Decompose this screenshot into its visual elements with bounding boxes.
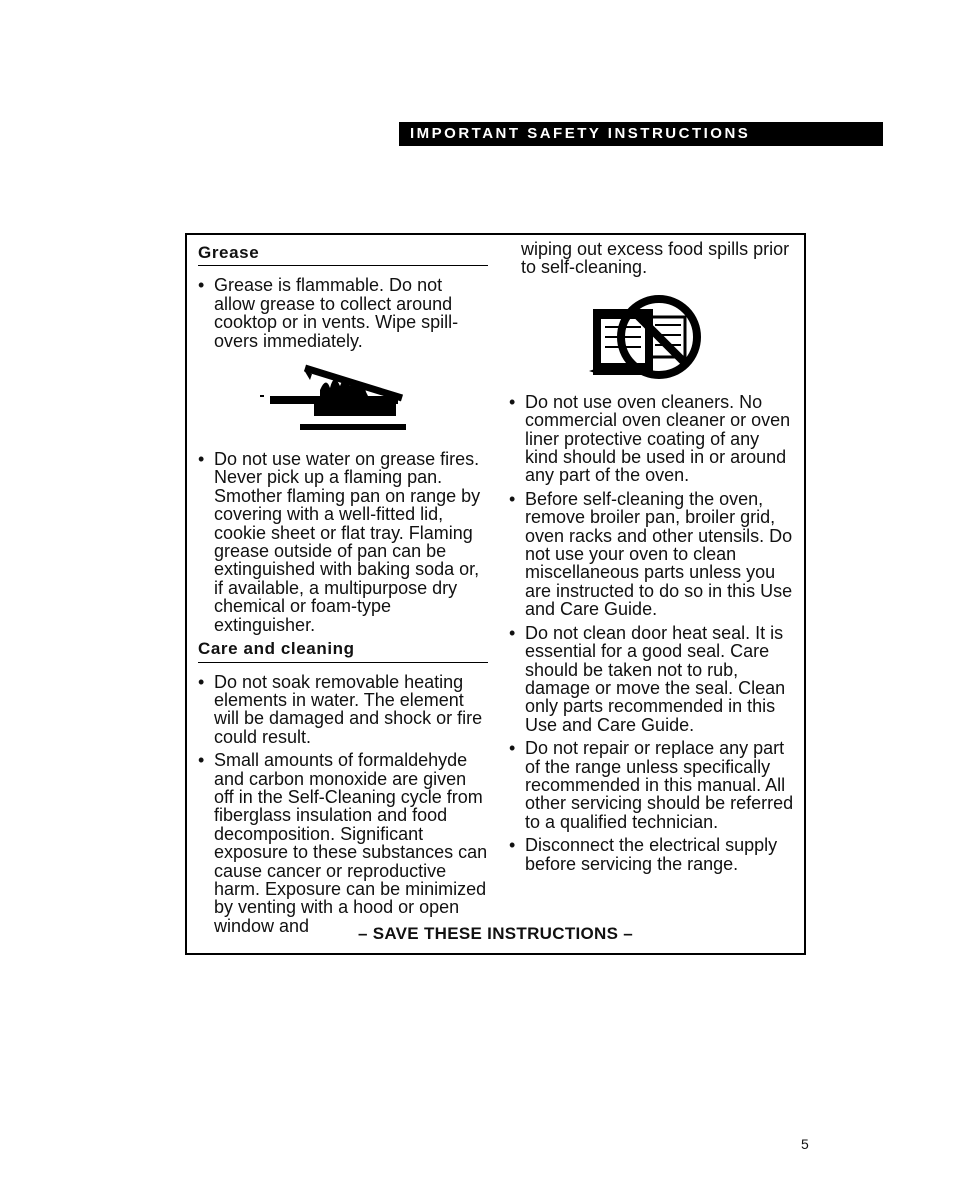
list-item: • Do not clean door heat seal. It is essential for a good seal. Care should be taken not to rub, damage or move the seal. Clean only parts recommended in this Use and Care Guide. [507, 624, 797, 734]
list-item: • Do not use oven cleaners. No commercial oven cleaner or oven liner protective coating of any kind should be used in or around any part of the oven. [507, 393, 797, 485]
flaming-pan-with-lid-icon [260, 360, 410, 440]
grease-list-2 [196, 450, 488, 634]
grease-heading: Grease [198, 244, 488, 266]
save-instructions: – SAVE THESE INSTRUCTIONS – [357, 924, 634, 943]
list-item: • Do not soak removable heating elements in water. The element will be damaged and shock or fire could result. [196, 673, 488, 747]
care-heading: Care and cleaning [198, 640, 488, 662]
right-column [507, 240, 797, 878]
list-item: • Grease is flammable. Do not allow grease to collect around cooktop or in vents. Wipe spill-overs immediately. [196, 276, 488, 350]
section-banner: IMPORTANT SAFETY INSTRUCTIONS [399, 122, 883, 146]
list-item: • Do not use water on grease fires. Never pick up a flaming pan. Smother flaming pan on range by covering with a well-fitted lid, cookie sheet or flat tray. Flaming grease outside of pan can be extinguished with baking soda or, if available, a multipurpose dry chemical or foam-type extinguisher. [196, 450, 488, 634]
care-list [196, 673, 488, 936]
grease-list [196, 276, 488, 350]
left-column [196, 244, 488, 940]
list-item: • Do not repair or replace any part of the range unless specifically recommended in this manual. All other servicing should be referred to a qualified technician. [507, 739, 797, 831]
continued-text: wiping out excess food spills prior to self-cleaning. [521, 239, 790, 278]
no-oven-cleaner-icon [589, 291, 705, 379]
care-list-right [507, 393, 797, 873]
list-item: • Disconnect the electrical supply before servicing the range. [507, 836, 797, 873]
list-item: • Before self-cleaning the oven, remove broiler pan, broiler grid, oven racks and other utensils. Do not use your oven to clean miscellaneous parts unless you are instructed to do so in this Use and Care Guide. [507, 490, 797, 619]
list-item: • Small amounts of formaldehyde and carbon monoxide are given off in the Self-Cleaning cycle from fiberglass insulation and food decomposition. Significant exposure to these substances can cause cancer or reproductive harm. Exposure can be minimized by venting with a hood or open window and [196, 751, 488, 935]
page-number: 5 [801, 1136, 809, 1152]
